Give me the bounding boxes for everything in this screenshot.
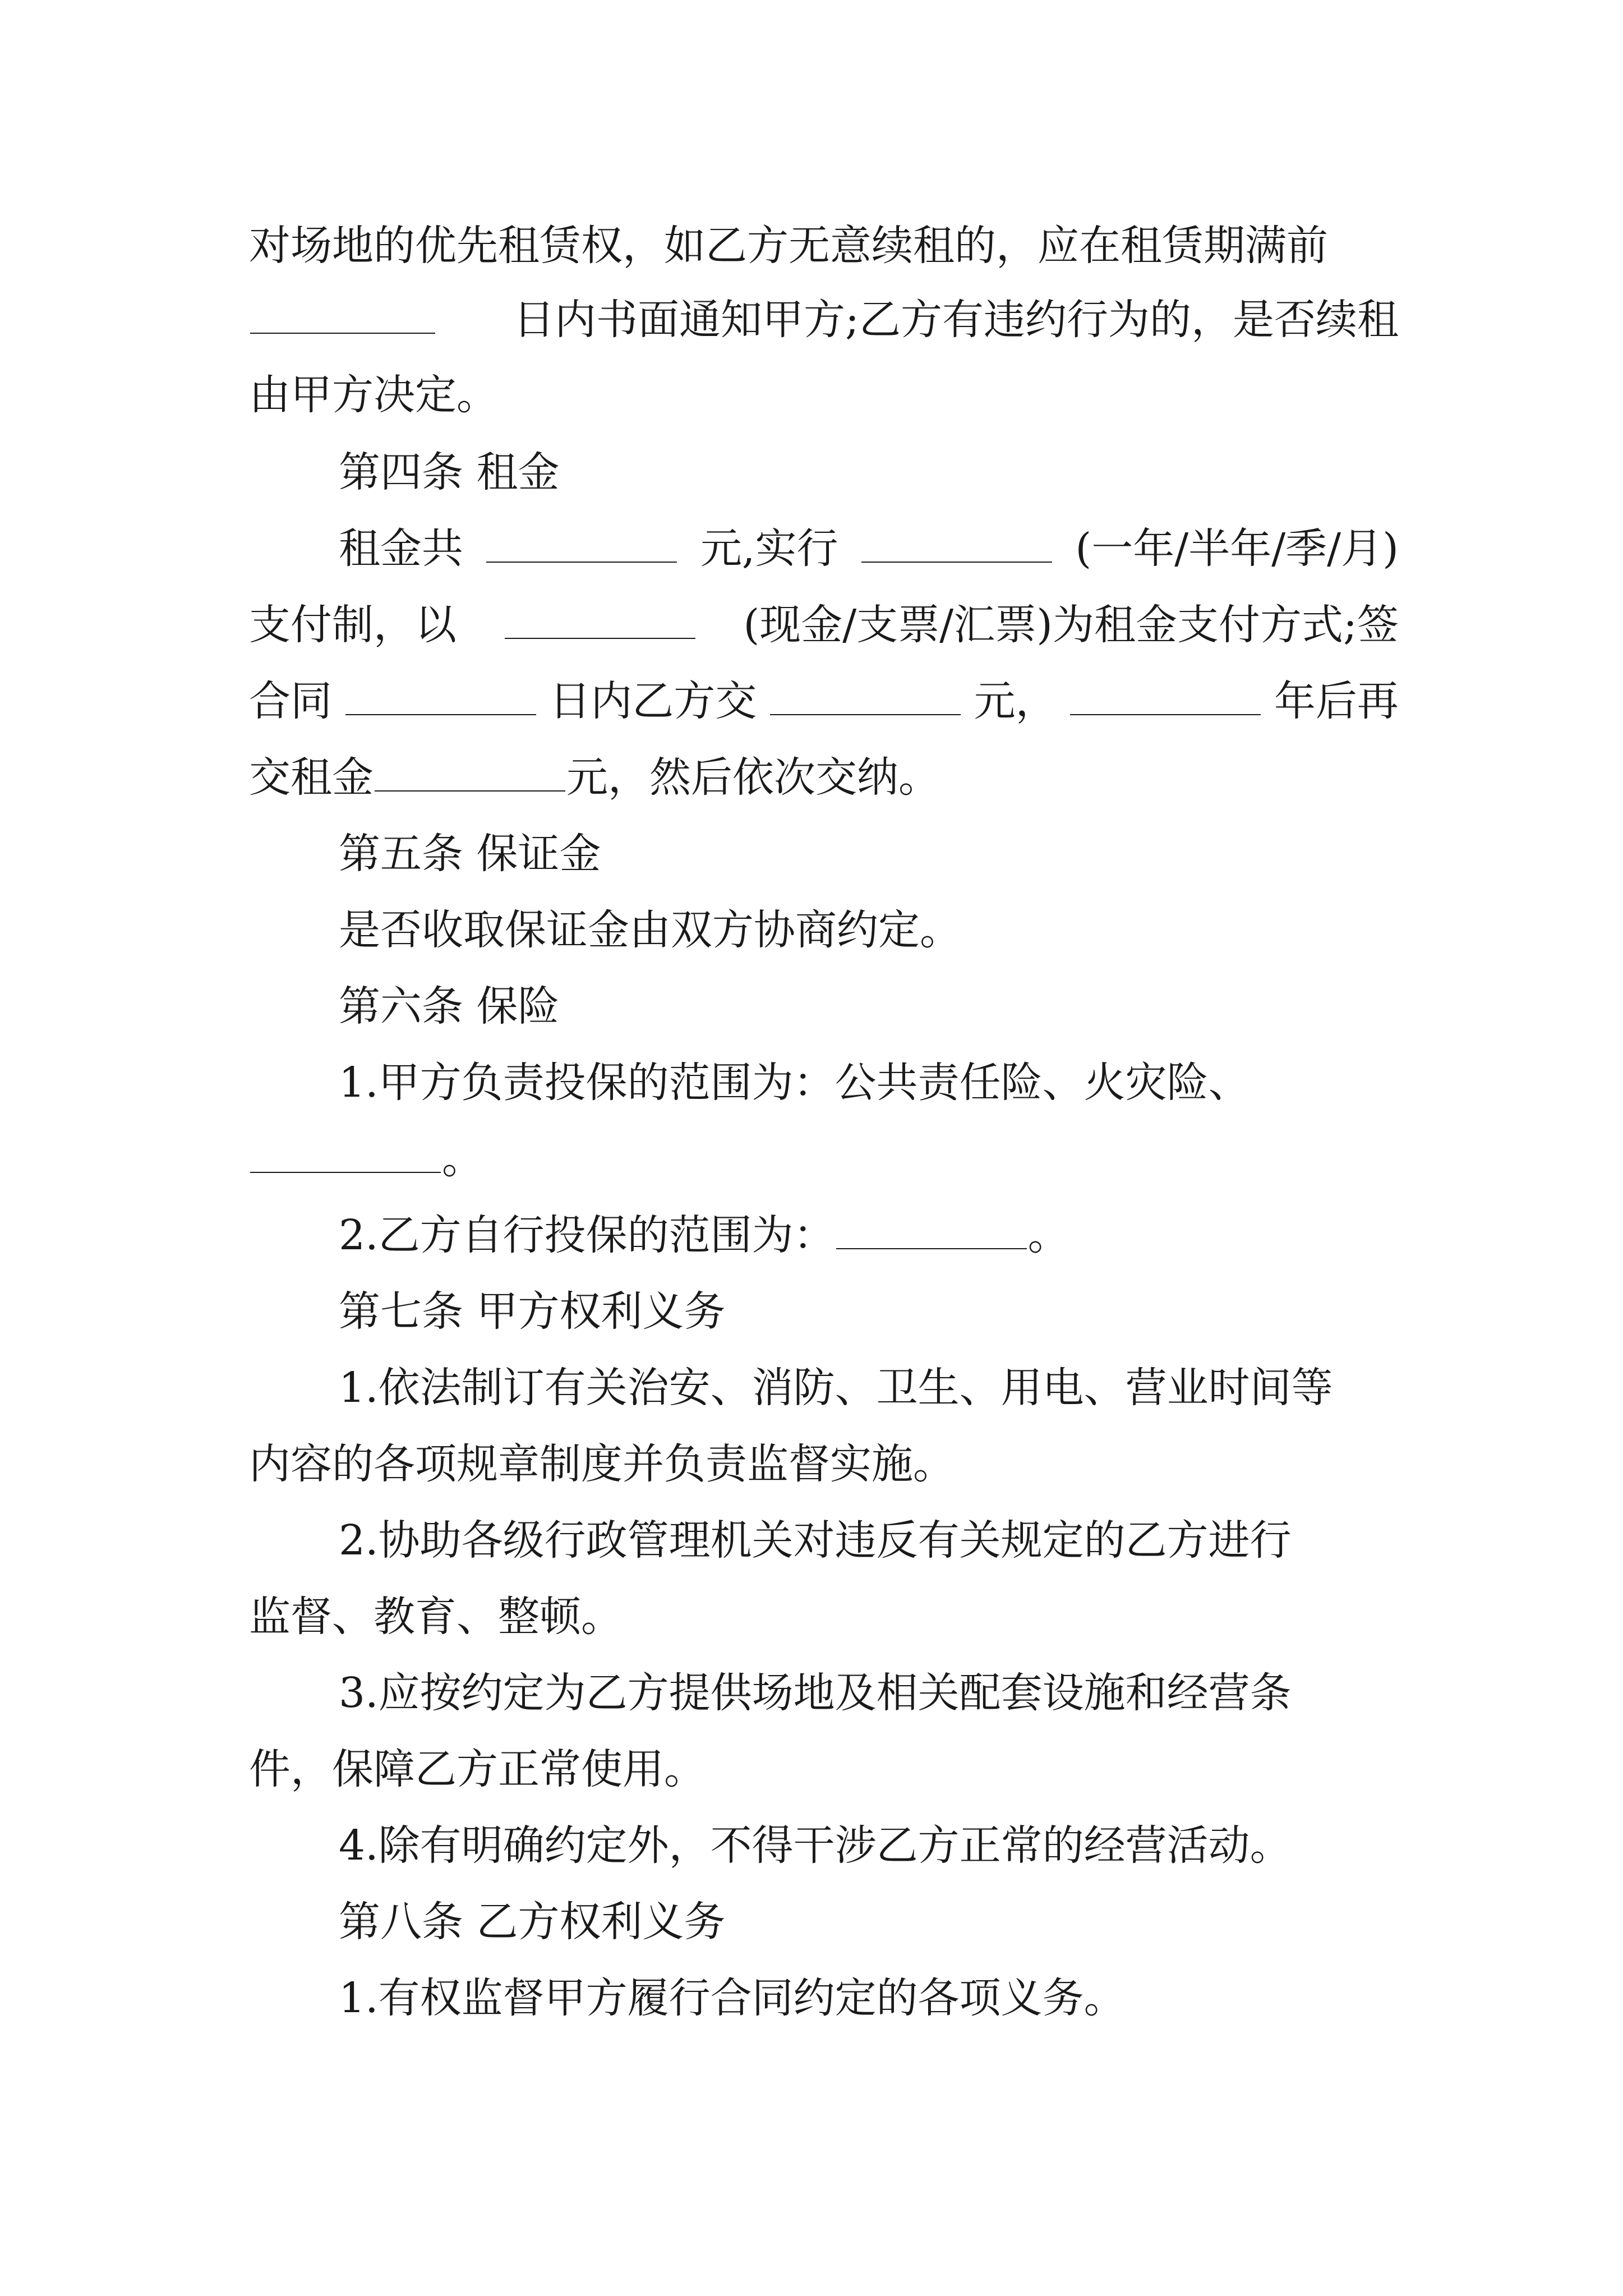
text-segment: 元，然后依次交纳。 <box>566 753 940 802</box>
fill-in-blank[interactable] <box>345 714 536 715</box>
text-segment: 合同 <box>249 677 332 725</box>
text-segment: 。 <box>442 1135 483 1183</box>
fill-in-blank[interactable] <box>505 638 695 639</box>
fill-in-blank[interactable] <box>486 562 677 563</box>
paragraph-line <box>249 749 1399 806</box>
fill-in-blank[interactable] <box>375 790 565 792</box>
text-segment: 4.除有明确约定外，不得干涉乙方正常的经营活动。 <box>339 1821 1292 1870</box>
article-heading-text: 第八条 乙方权利义务 <box>339 1898 726 1946</box>
text-segment: 交租金 <box>249 753 374 802</box>
fill-in-blank[interactable] <box>836 1248 1027 1249</box>
fill-in-blank[interactable] <box>250 333 435 334</box>
paragraph-line <box>339 521 1399 577</box>
paragraph-line <box>249 367 1399 423</box>
text-segment: 日内乙方交 <box>549 677 757 725</box>
text-segment: 2.乙方自行投保的范围为： <box>339 1211 835 1259</box>
text-segment: 。 <box>1027 1211 1069 1259</box>
article-heading-text: 第五条 保证金 <box>339 830 601 878</box>
paragraph-line <box>339 1360 1399 1416</box>
article-heading-text: 第七条 甲方权利义务 <box>339 1287 726 1336</box>
paragraph-line <box>339 1512 1399 1568</box>
text-segment: 1.甲方负责投保的范围为：公共责任险、火灾险、 <box>339 1059 1250 1107</box>
text-segment: (一年/半年/季/月) <box>1075 524 1399 573</box>
fill-in-blank[interactable] <box>770 714 961 715</box>
paragraph-line <box>249 597 1399 653</box>
text-segment: (现金/支票/汇票)为租金支付方式;签 <box>743 601 1399 649</box>
paragraph-line <box>339 902 1399 958</box>
text-segment: 3.应按约定为乙方提供场地及相关配套设施和经营条 <box>339 1669 1292 1717</box>
text-segment: 1.有权监督甲方履行合同约定的各项义务。 <box>339 1974 1126 2022</box>
text-segment: 元， <box>974 677 1057 725</box>
text-segment: 元,实行 <box>700 524 838 573</box>
paragraph-line <box>339 1055 1399 1111</box>
paragraph-line <box>249 673 1399 729</box>
text-segment: 是否收取保证金由双方协商约定。 <box>339 906 961 954</box>
text-segment: 支付制，以 <box>249 601 457 649</box>
text-segment: 对场地的优先租赁权，如乙方无意续租的，应在租赁期满前 <box>249 222 1328 270</box>
article-heading <box>339 1894 1399 1950</box>
text-segment: 租金共 <box>339 524 463 573</box>
text-segment: 监督、教育、整顿。 <box>249 1593 623 1641</box>
fill-in-blank[interactable] <box>250 1172 441 1173</box>
paragraph-line <box>339 1818 1399 1874</box>
text-segment: 由甲方决定。 <box>249 371 498 419</box>
text-segment: 1.依法制订有关治安、消防、卫生、用电、营业时间等 <box>339 1364 1333 1412</box>
text-segment: 年后再 <box>1274 677 1399 725</box>
text-segment: 日内书面通知甲方;乙方有违约行为的，是否续租 <box>513 296 1399 344</box>
paragraph-line <box>249 292 1399 348</box>
paragraph-line <box>249 218 1399 274</box>
paragraph-line <box>339 1207 1399 1263</box>
text-segment: 内容的各项规章制度并负责监督实施。 <box>249 1440 955 1488</box>
article-heading <box>339 1283 1399 1340</box>
article-heading-text: 第四条 租金 <box>339 448 560 496</box>
paragraph-line <box>249 1436 1399 1492</box>
article-heading <box>339 826 1399 882</box>
paragraph-line <box>339 1970 1399 2026</box>
article-heading <box>339 978 1399 1034</box>
text-segment: 件，保障乙方正常使用。 <box>249 1745 706 1793</box>
article-heading <box>339 444 1399 500</box>
fill-in-blank[interactable] <box>1070 714 1261 715</box>
paragraph-line <box>249 1741 1399 1797</box>
text-segment: 2.协助各级行政管理机关对违反有关规定的乙方进行 <box>339 1516 1292 1565</box>
paragraph-line <box>339 1665 1399 1721</box>
paragraph-line <box>249 1131 1399 1187</box>
fill-in-blank[interactable] <box>861 562 1052 563</box>
paragraph-line <box>249 1589 1399 1645</box>
article-heading-text: 第六条 保险 <box>339 982 560 1030</box>
